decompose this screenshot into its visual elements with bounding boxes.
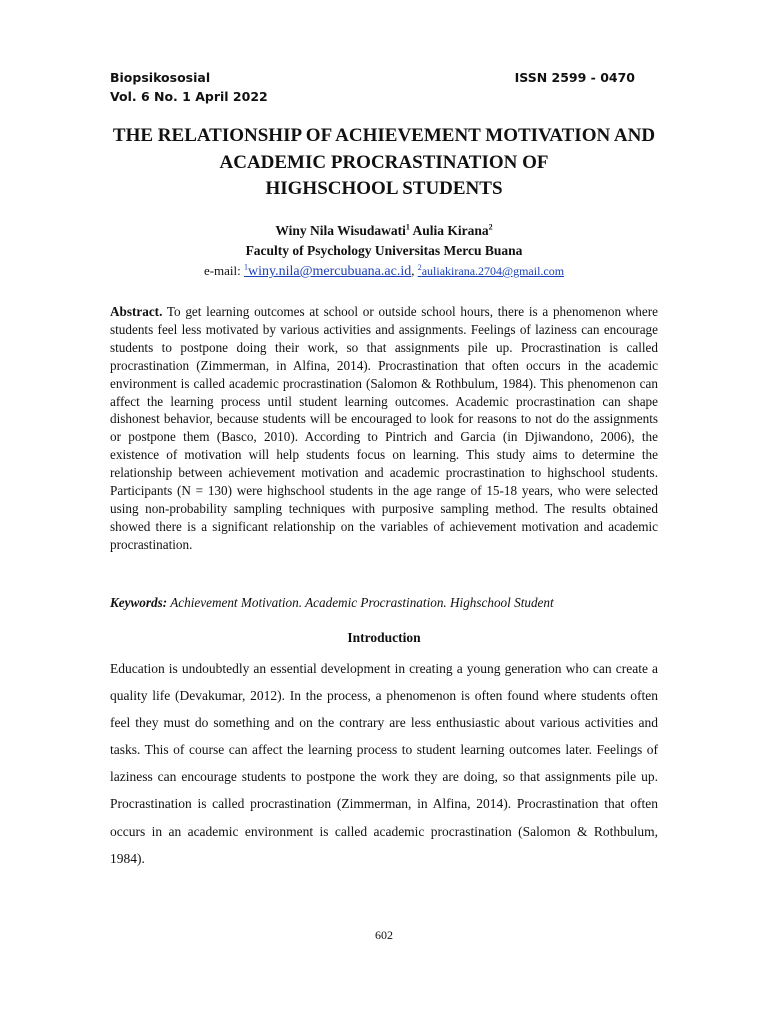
email-separator: , (411, 263, 415, 278)
title-line-3: HIGHSCHOOL STUDENTS (265, 178, 503, 199)
email-2-marker: 2 (417, 263, 422, 272)
author-1-marker: 1 (405, 222, 410, 232)
author-2: Aulia Kirana (412, 223, 489, 238)
keywords-text: Achievement Motivation. Academic Procrastination. Highschool Student (170, 595, 554, 610)
email-1-marker: 1 (244, 262, 249, 272)
email-1-text: winy.nila@mercubuana.ac.id (248, 264, 412, 279)
title-line-1: THE RELATIONSHIP OF ACHIEVEMENT MOTIVATION AND (112, 125, 656, 146)
email-2-text: auliakirana.2704@gmail.com (421, 264, 565, 278)
keywords (110, 594, 658, 612)
author-2-marker: 2 (488, 222, 493, 232)
introduction-text: Education is undoubtedly an essential development in creating a young generation who can create a quality life (Devakumar, 2012). In the process, a phenomenon is often found where students often feel they must do something and on the contrary are less enthusiastic about various activities and tasks. This of course can affect the learning process to student learning outcomes later. Feelings of laziness can encourage students to postpone the work they are doing, so that assignments pile up. Procrastination is called procrastination (Zimmerman, in Alfina, 2014). Procrastination that often occurs in an academic environment is called academic procrastination (Salomon & Rothbulum, 1984). (110, 661, 658, 866)
email-label: e-mail: (203, 263, 241, 278)
page-number: 602 (375, 928, 393, 942)
email-link-1[interactable] (244, 264, 411, 279)
issn: ISSN 2599 - 0470 (514, 70, 635, 85)
author-1: Winy Nila Wisudawati (275, 223, 406, 238)
abstract-text: To get learning outcomes at school or outside school hours, there is a phenomenon where students feel less motivated by various activities and assignments. Feelings of laziness can encourage students to postpone doing their work, so that assignments pile up. Procrastination is called procrastination (Zimmerman, in Alfina, 2014). Procrastination that often occurs in the academic environment is called academic procrastination (Salomon & Rothbulum, 1984). This phenomenon can affect the learning process until student learning outcomes. Academic procrastination can shape dishonest behavior, because students will be encouraged to look for reasons to not do the assignments or postpone them (Basco, 2010). According to Pintrich and Garcia (in Djiwandono, 2006), the existence of motivation will help students focus on learning. This study aims to determine the relationship between achievement motivation and academic procrastination to highschool students. Participants (N = 130) were highschool students in the age range of 15-18 years, who were selected using non-probability sampling techniques with purposive sampling method. The results obtained showed there is a significant relationship on the variables of achievement motivation and academic procrastination. (110, 304, 658, 552)
running-header (110, 68, 660, 106)
email-line (100, 261, 668, 282)
author-block (100, 221, 668, 282)
title-line-2: ACADEMIC PROCRASTINATION OF (219, 151, 549, 173)
paper-title (70, 123, 698, 203)
introduction-heading: Introduction (347, 630, 421, 645)
keywords-label: Keywords: (110, 595, 168, 610)
abstract (110, 303, 658, 554)
author-line (100, 221, 668, 241)
journal-name: Biopsikososial (110, 70, 211, 85)
volume-info: Vol. 6 No. 1 April 2022 (110, 89, 268, 104)
abstract-label: Abstract. (110, 304, 163, 319)
email-link-2[interactable] (418, 264, 564, 278)
affiliation: Faculty of Psychology Universitas Mercu Buana (245, 243, 523, 258)
